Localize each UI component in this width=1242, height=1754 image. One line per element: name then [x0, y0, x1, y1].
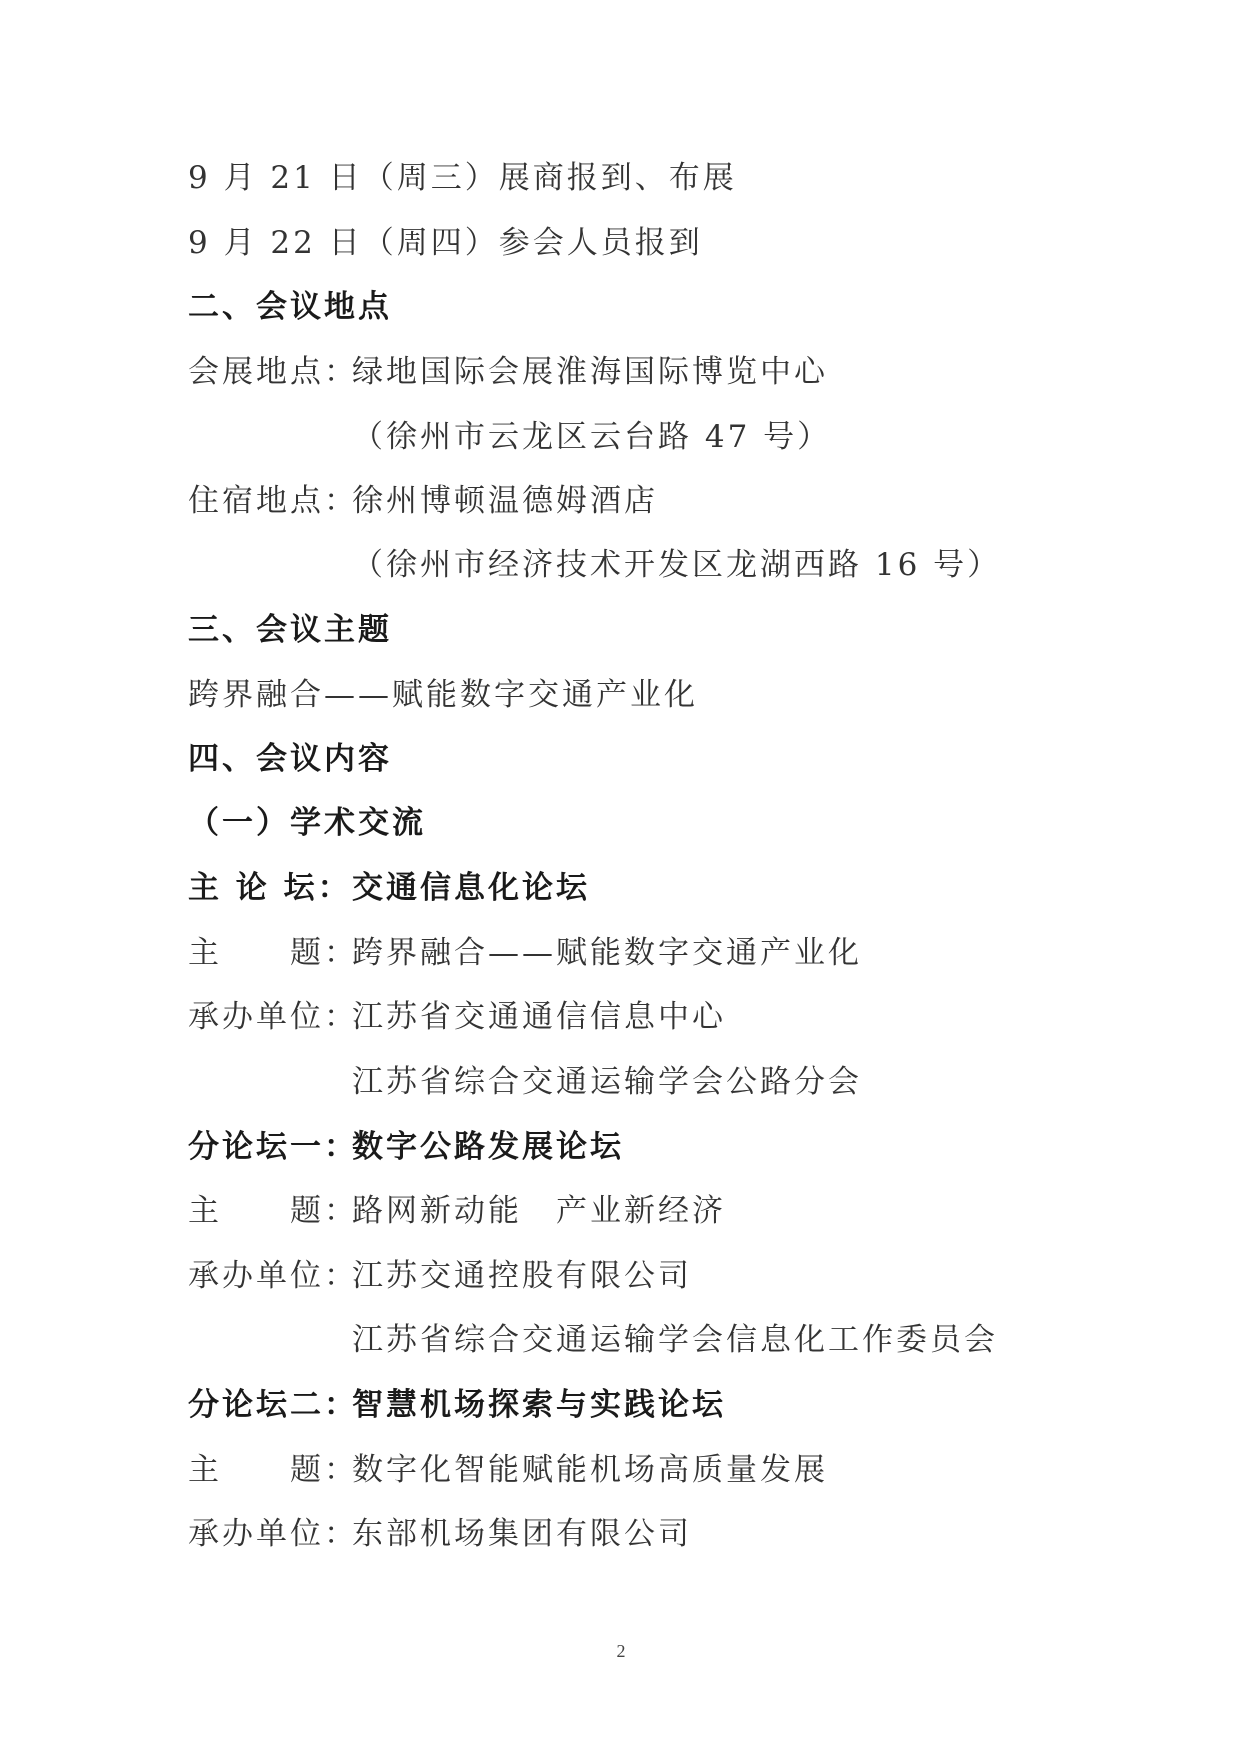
page-number: 2	[616, 1641, 626, 1661]
sub-forum-2-title: 智慧机场探索与实践论坛	[352, 1387, 726, 1423]
sub-forum-1-organizer-label: 承办单位：	[188, 1258, 358, 1294]
sub-forum-1-organizer-row	[188, 1256, 692, 1296]
section-heading-content: 四、会议内容	[188, 741, 392, 777]
main-forum-theme-label: 主 题：	[188, 935, 358, 971]
schedule-line-2: 9 月 22 日（周四）参会人员报到	[188, 225, 703, 261]
main-forum-organizer-label: 承办单位：	[188, 999, 358, 1035]
venue-address: （徐州市云龙区云台路 47 号）	[352, 419, 832, 455]
main-forum-label: 主 论 坛：	[188, 870, 352, 906]
main-forum-title: 交通信息化论坛	[352, 870, 590, 906]
sub-forum-2-row	[188, 1385, 726, 1425]
sub-forum-2-theme-row	[188, 1450, 828, 1490]
hotel-address: （徐州市经济技术开发区龙湖西路 16 号）	[352, 547, 1002, 583]
venue-value: 绿地国际会展淮海国际博览中心	[352, 354, 828, 390]
venue-label: 会展地点：	[188, 354, 358, 390]
hotel-row	[188, 481, 658, 521]
sub-forum-1-theme-row	[188, 1191, 726, 1231]
sub-forum-2-theme: 数字化智能赋能机场高质量发展	[352, 1452, 828, 1488]
hotel-value: 徐州博顿温德姆酒店	[352, 483, 658, 519]
section-heading-location: 二、会议地点	[188, 289, 392, 325]
schedule-line-1: 9 月 21 日（周三）展商报到、布展	[188, 160, 737, 196]
main-forum-row	[188, 868, 590, 908]
sub-forum-2-label: 分论坛二：	[188, 1387, 358, 1423]
main-forum-theme: 跨界融合——赋能数字交通产业化	[352, 935, 862, 971]
sub-forum-1-title: 数字公路发展论坛	[352, 1129, 624, 1165]
sub-forum-1-theme-label: 主 题：	[188, 1193, 358, 1229]
conference-theme: 跨界融合——赋能数字交通产业化	[188, 677, 698, 713]
sub-forum-2-organizer-row	[188, 1514, 692, 1554]
sub-forum-1-row	[188, 1127, 624, 1167]
sub-forum-2-organizer-label: 承办单位：	[188, 1516, 358, 1552]
sub-forum-2-theme-label: 主 题：	[188, 1452, 358, 1488]
main-forum-organizer-row	[188, 997, 726, 1037]
hotel-label: 住宿地点：	[188, 483, 358, 519]
sub-forum-1-organizer-1: 江苏交通控股有限公司	[352, 1258, 692, 1294]
sub-forum-1-organizer-2: 江苏省综合交通运输学会信息化工作委员会	[352, 1322, 998, 1358]
section-heading-theme: 三、会议主题	[188, 612, 392, 648]
sub-forum-1-label: 分论坛一：	[188, 1129, 358, 1165]
sub-forum-2-organizer-1: 东部机场集团有限公司	[352, 1516, 692, 1552]
subheading-academic-exchange: （一）学术交流	[188, 805, 426, 841]
main-forum-organizer-2: 江苏省综合交通运输学会公路分会	[352, 1064, 862, 1100]
main-forum-organizer-1: 江苏省交通通信信息中心	[352, 999, 726, 1035]
venue-row	[188, 352, 828, 392]
main-forum-theme-row	[188, 933, 862, 973]
sub-forum-1-theme: 路网新动能 产业新经济	[352, 1193, 726, 1229]
